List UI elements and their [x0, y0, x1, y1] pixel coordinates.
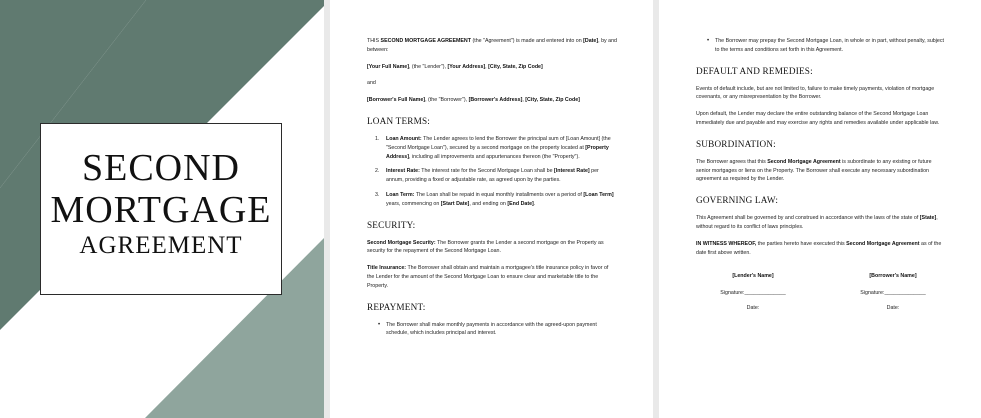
cover-title-line1: SECOND — [81, 147, 241, 189]
cover-title-line3: AGREEMENT — [79, 232, 243, 259]
governing-law-heading: GOVERNING LAW: — [696, 195, 779, 206]
witness-paragraph: IN WITNESS WHEREOF, the parties hereto have executed this Second Mortgage Agreement as of the date first above written. — [696, 240, 942, 256]
borrower-name-placeholder: [Borrower's Name] — [869, 273, 917, 280]
default-paragraph-1: Events of default include, but are not limited to, failure to make timely payments, violation of mortgage covenants, or any misrepresentation by the Borrower. — [696, 85, 935, 101]
lender-signature-column — [693, 272, 813, 312]
loan-terms-heading: LOAN TERMS: — [367, 115, 431, 126]
repayment-heading: REPAYMENT: — [367, 301, 426, 312]
title-insurance-paragraph: Title Insurance: The Borrower shall obtain and maintain a mortgagee's title insurance policy in favor of the Lender for the amount of the Second Mortgage Loan to ensure clear and marketable title to the Property. — [367, 265, 609, 289]
governing-law-paragraph: This Agreement shall be governed by and construed in accordance with the laws of the state of [State], without regard to its conflict of laws principles. — [696, 215, 938, 230]
loan-term-item: 3. Loan Term: The Loan shall be repaid in equal monthly installments over a period of [Loan Term] years, commencing on [Start Date], and ending on [End Date]. — [375, 191, 614, 207]
bullet-icon: • — [707, 38, 710, 44]
page-2-content — [367, 37, 617, 344]
lender-line: [Your Full Name], (the "Lender"), [Your Address], [City, State, Zip Code] — [367, 63, 543, 70]
page-3-content — [696, 37, 945, 324]
page-3 — [659, 0, 981, 418]
borrower-signature-column — [833, 272, 953, 312]
borrower-line: [Borrower's Full Name], (the "Borrower"), [Borrower's Address], [City, State, Zip Code] — [367, 97, 580, 104]
page-2 — [330, 0, 653, 418]
second-mortgage-security-paragraph: Second Mortgage Security: The Borrower grants the Lender a second mortgage on the Property as security for the repayment of the Second Mortgage Loan. — [367, 239, 604, 255]
interest-rate-item: 2. Interest Rate: The interest rate for the Second Mortgage Loan shall be [Interest Rate] per annum, providing a fixed or adjustable rate, as agreed upon by the parties. — [375, 168, 599, 184]
bullet-icon: • — [378, 321, 381, 328]
cover-title-box — [40, 123, 282, 295]
lender-name-placeholder: [Lender's Name] — [732, 273, 774, 280]
intro-paragraph: THIS SECOND MORTGAGE AGREEMENT (the "Agreement") is made and entered into on [Date], by and between: — [367, 38, 617, 53]
lender-date-label: Date: — [746, 304, 760, 311]
default-paragraph-2: Upon default, the Lender may declare the entire outstanding balance of the Second Mortgage Loan immediately due and payable and may exercise any rights and remedies available under applicable law. — [696, 111, 940, 126]
signature-block — [696, 272, 945, 324]
security-heading: SECURITY: — [367, 219, 416, 230]
subordination-paragraph: The Borrower agrees that this Second Mortgage Agreement is subordinate to any existing or future senior mortgages or liens on the Property. The Borrower shall execute any necessary subordination agreement as required by the Lender. — [696, 158, 932, 183]
subordination-heading: SUBORDINATION: — [696, 138, 776, 149]
prepay-bullet-item: • The Borrower may prepay the Second Mortgage Loan, in whole or in part, without penalty, subject to the terms and conditions set forth in this Agreement. — [707, 38, 944, 53]
default-remedies-heading: DEFAULT AND REMEDIES: — [696, 65, 813, 76]
cover-title-line2: MORTGAGE — [50, 189, 272, 231]
borrower-signature-line: Signature:______________ — [860, 290, 926, 297]
lender-signature-line: Signature:______________ — [720, 290, 786, 297]
and-line: and — [367, 80, 376, 87]
cover-page — [0, 0, 324, 418]
borrower-date-label: Date: — [886, 304, 900, 311]
loan-amount-item: 1. Loan Amount: The Lender agrees to lend the Borrower the principal sum of [Loan Amount] (the "Second Mortgage Loan"), secured by a second mortgage on the property located at [Property Address], including all improvements and appurtenances thereon (the "Property"). — [375, 135, 611, 160]
repayment-bullet-item: • The Borrower shall make monthly payments in accordance with the agreed-upon payment schedule, which includes principal and interest. — [378, 321, 597, 337]
